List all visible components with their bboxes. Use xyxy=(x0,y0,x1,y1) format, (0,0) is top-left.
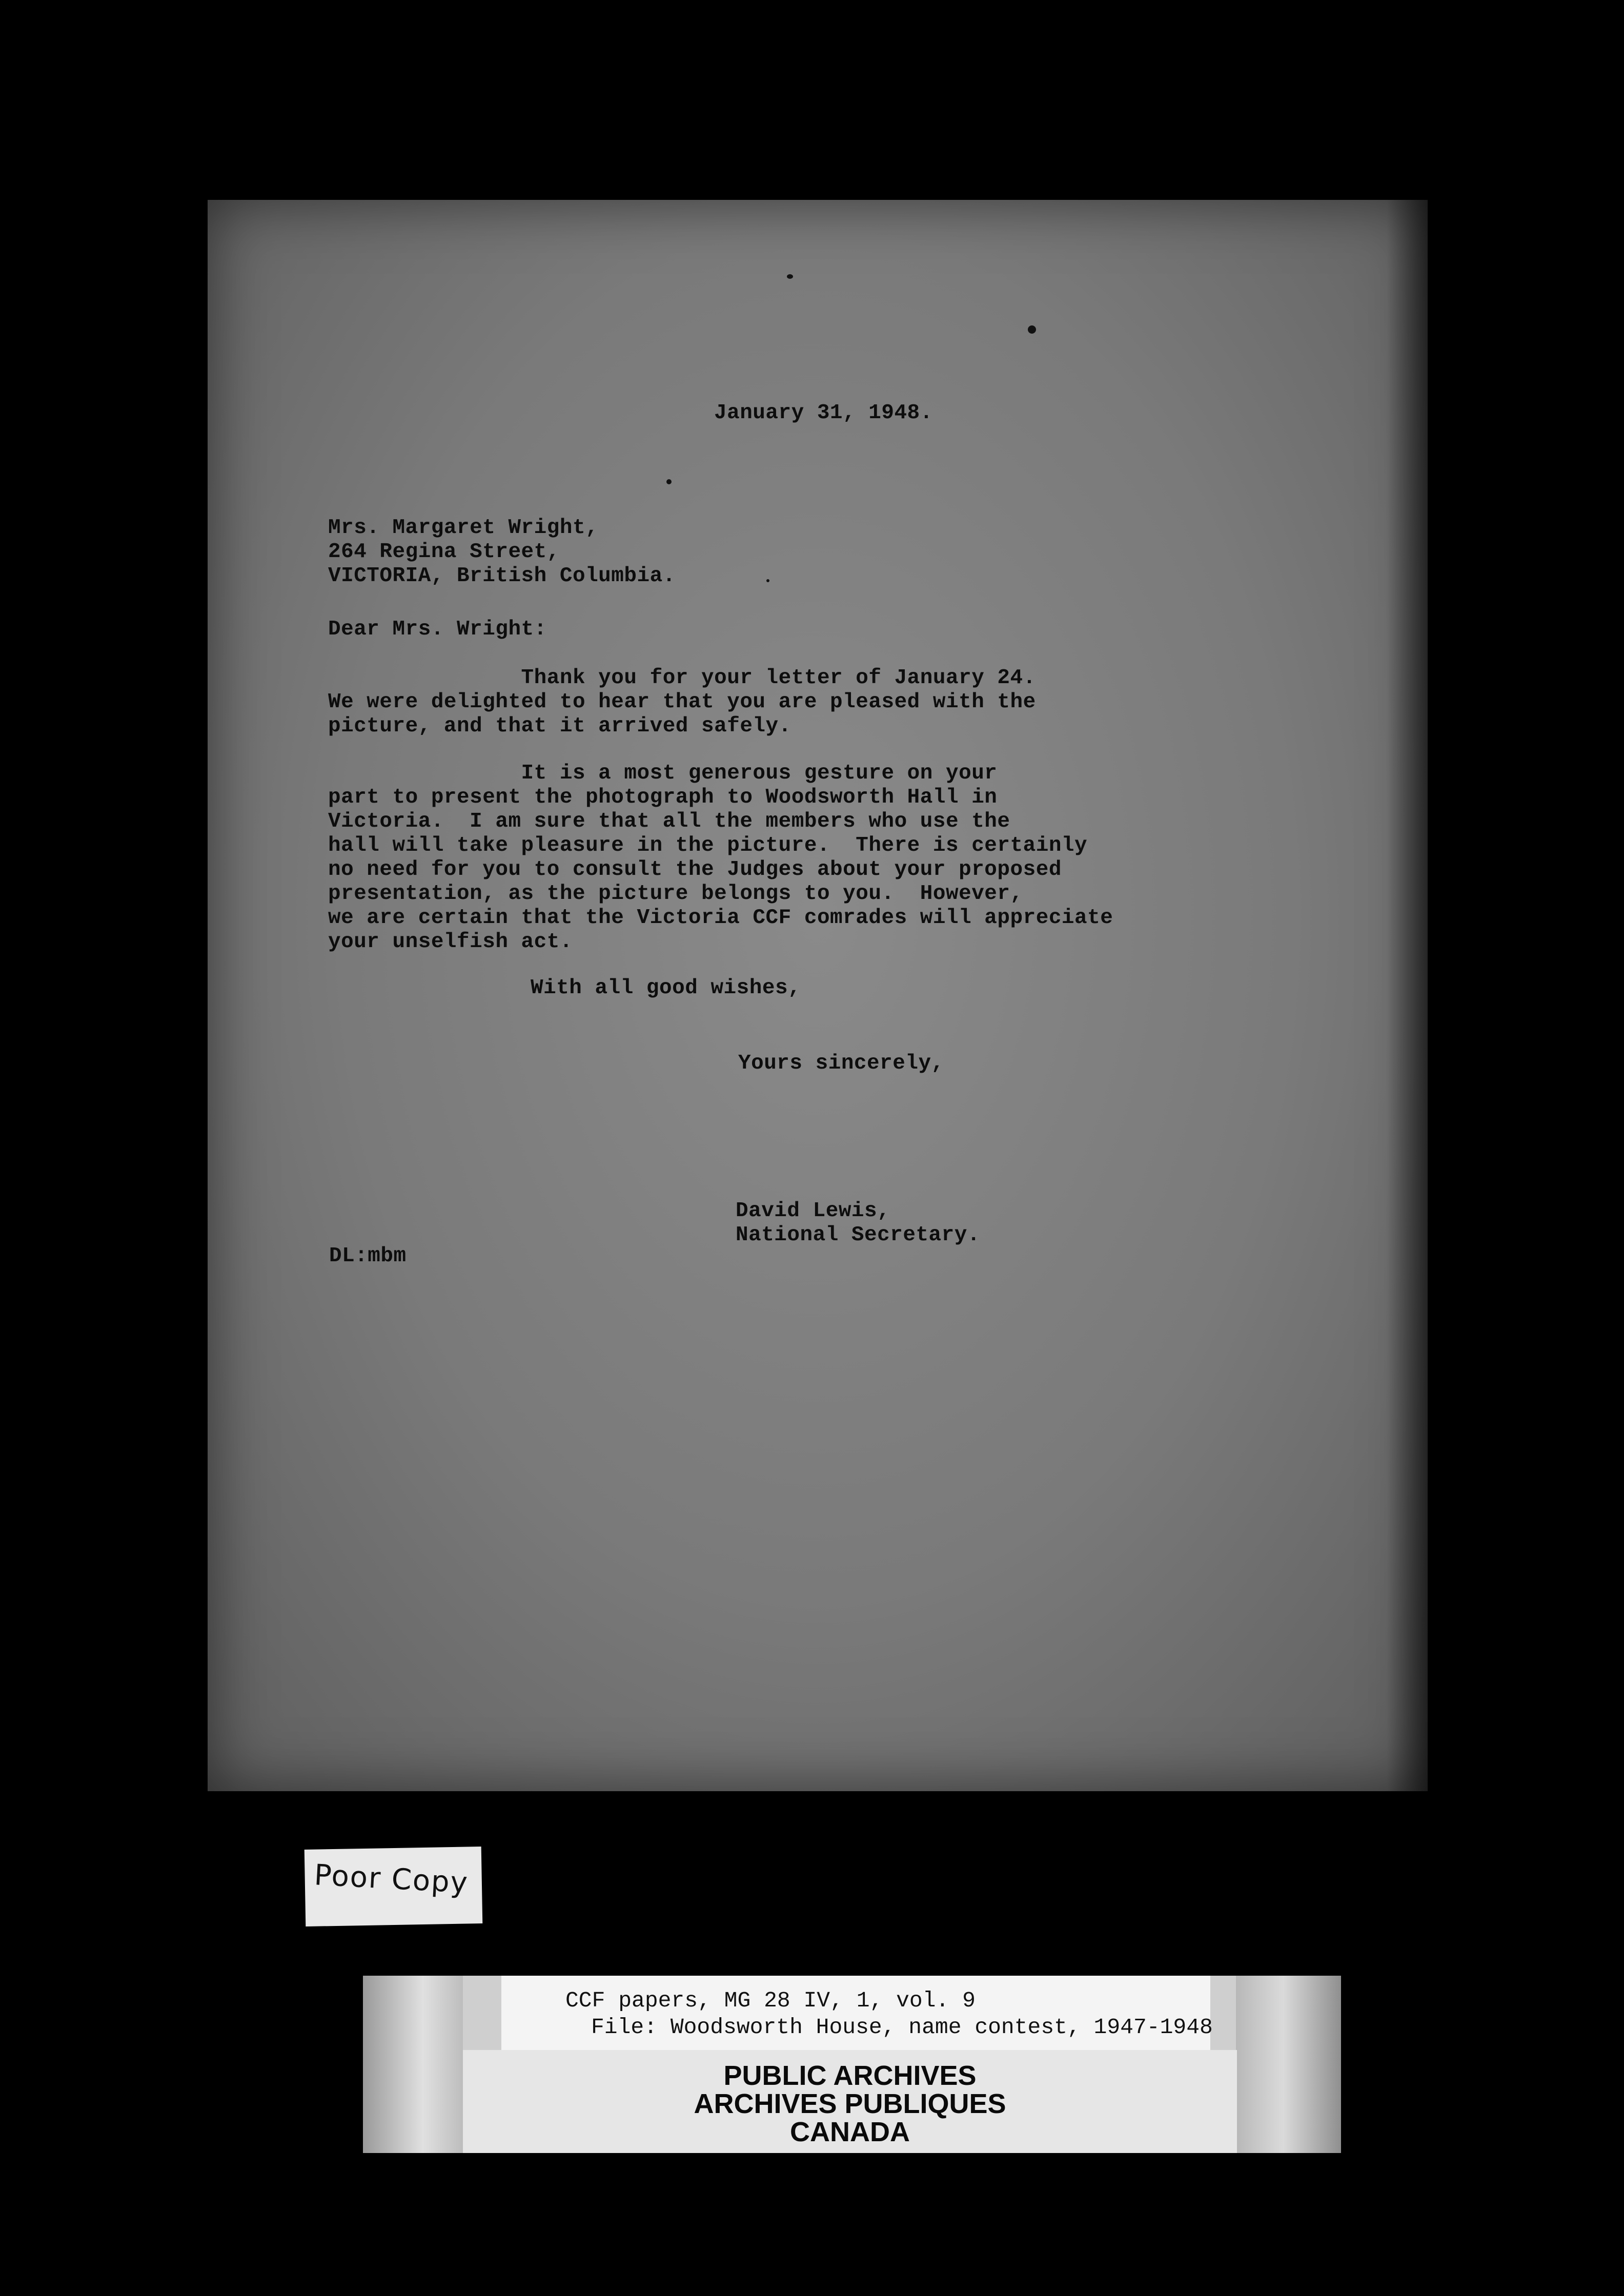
signature-block xyxy=(736,1199,980,1247)
paper-speck xyxy=(766,579,769,582)
poor-copy-text: Poor Copy xyxy=(313,1858,470,1900)
paragraph-line: no need for you to consult the Judges about your proposed xyxy=(328,858,1062,881)
file-reference-label xyxy=(501,1976,1213,2050)
paragraph-line: your unselfish act. xyxy=(328,930,573,954)
paper-speck xyxy=(1028,325,1036,334)
paragraph-line: Victoria. I am sure that all the members who use the xyxy=(328,810,1010,833)
signer-title: National Secretary. xyxy=(736,1223,980,1247)
paragraph-line: It is a most generous gesture on your xyxy=(328,762,998,785)
archives-stamp xyxy=(463,2050,1237,2153)
paragraph-2 xyxy=(328,762,1113,954)
paragraph-line: we are certain that the Victoria CCF comrades will appreciate xyxy=(328,906,1113,930)
strip-tape-right xyxy=(1236,1976,1341,2153)
collection-reference: CCF papers, MG 28 IV, 1, vol. 9 xyxy=(565,1988,976,2013)
paper-speck xyxy=(666,479,672,484)
archive-label-strip xyxy=(363,1976,1341,2153)
signer-name: David Lewis, xyxy=(736,1199,890,1223)
stamp-line-english: PUBLIC ARCHIVES xyxy=(723,2060,977,2091)
sheet-shadow-edge xyxy=(1387,200,1428,1791)
paragraph-line: picture, and that it arrived safely. xyxy=(328,714,791,738)
salutation: Dear Mrs. Wright: xyxy=(328,618,547,641)
stamp-line-country: CANADA xyxy=(790,2117,910,2147)
paragraph-line: part to present the photograph to Woodsworth Hall in xyxy=(328,786,998,809)
paragraph-line: hall will take pleasure in the picture. There is certainly xyxy=(328,834,1088,857)
stamp-line-french: ARCHIVES PUBLIQUES xyxy=(694,2088,1006,2119)
typist-initials: DL:mbm xyxy=(329,1244,407,1268)
complimentary-close: Yours sincerely, xyxy=(738,1052,944,1075)
address-line: 264 Regina Street, xyxy=(328,540,560,564)
address-line: Mrs. Margaret Wright, xyxy=(328,516,599,540)
recipient-address xyxy=(328,516,676,588)
file-reference: File: Woodsworth House, name contest, 1947-1948 xyxy=(591,2015,1213,2040)
paper-speck xyxy=(787,274,793,279)
paragraph-line: presentation, as the picture belongs to you. However, xyxy=(328,882,1023,906)
letter-date: January 31, 1948. xyxy=(714,401,933,425)
strip-tape-left xyxy=(363,1976,463,2153)
paragraph-line: Thank you for your letter of January 24. xyxy=(328,666,1036,690)
paragraph-line: We were delighted to hear that you are pleased with the xyxy=(328,690,1036,714)
address-line: VICTORIA, British Columbia. xyxy=(328,564,676,588)
paragraph-1 xyxy=(328,666,1036,739)
poor-copy-note xyxy=(304,1847,483,1926)
closing-wish: With all good wishes, xyxy=(531,976,801,1000)
letter-sheet xyxy=(208,200,1428,1791)
